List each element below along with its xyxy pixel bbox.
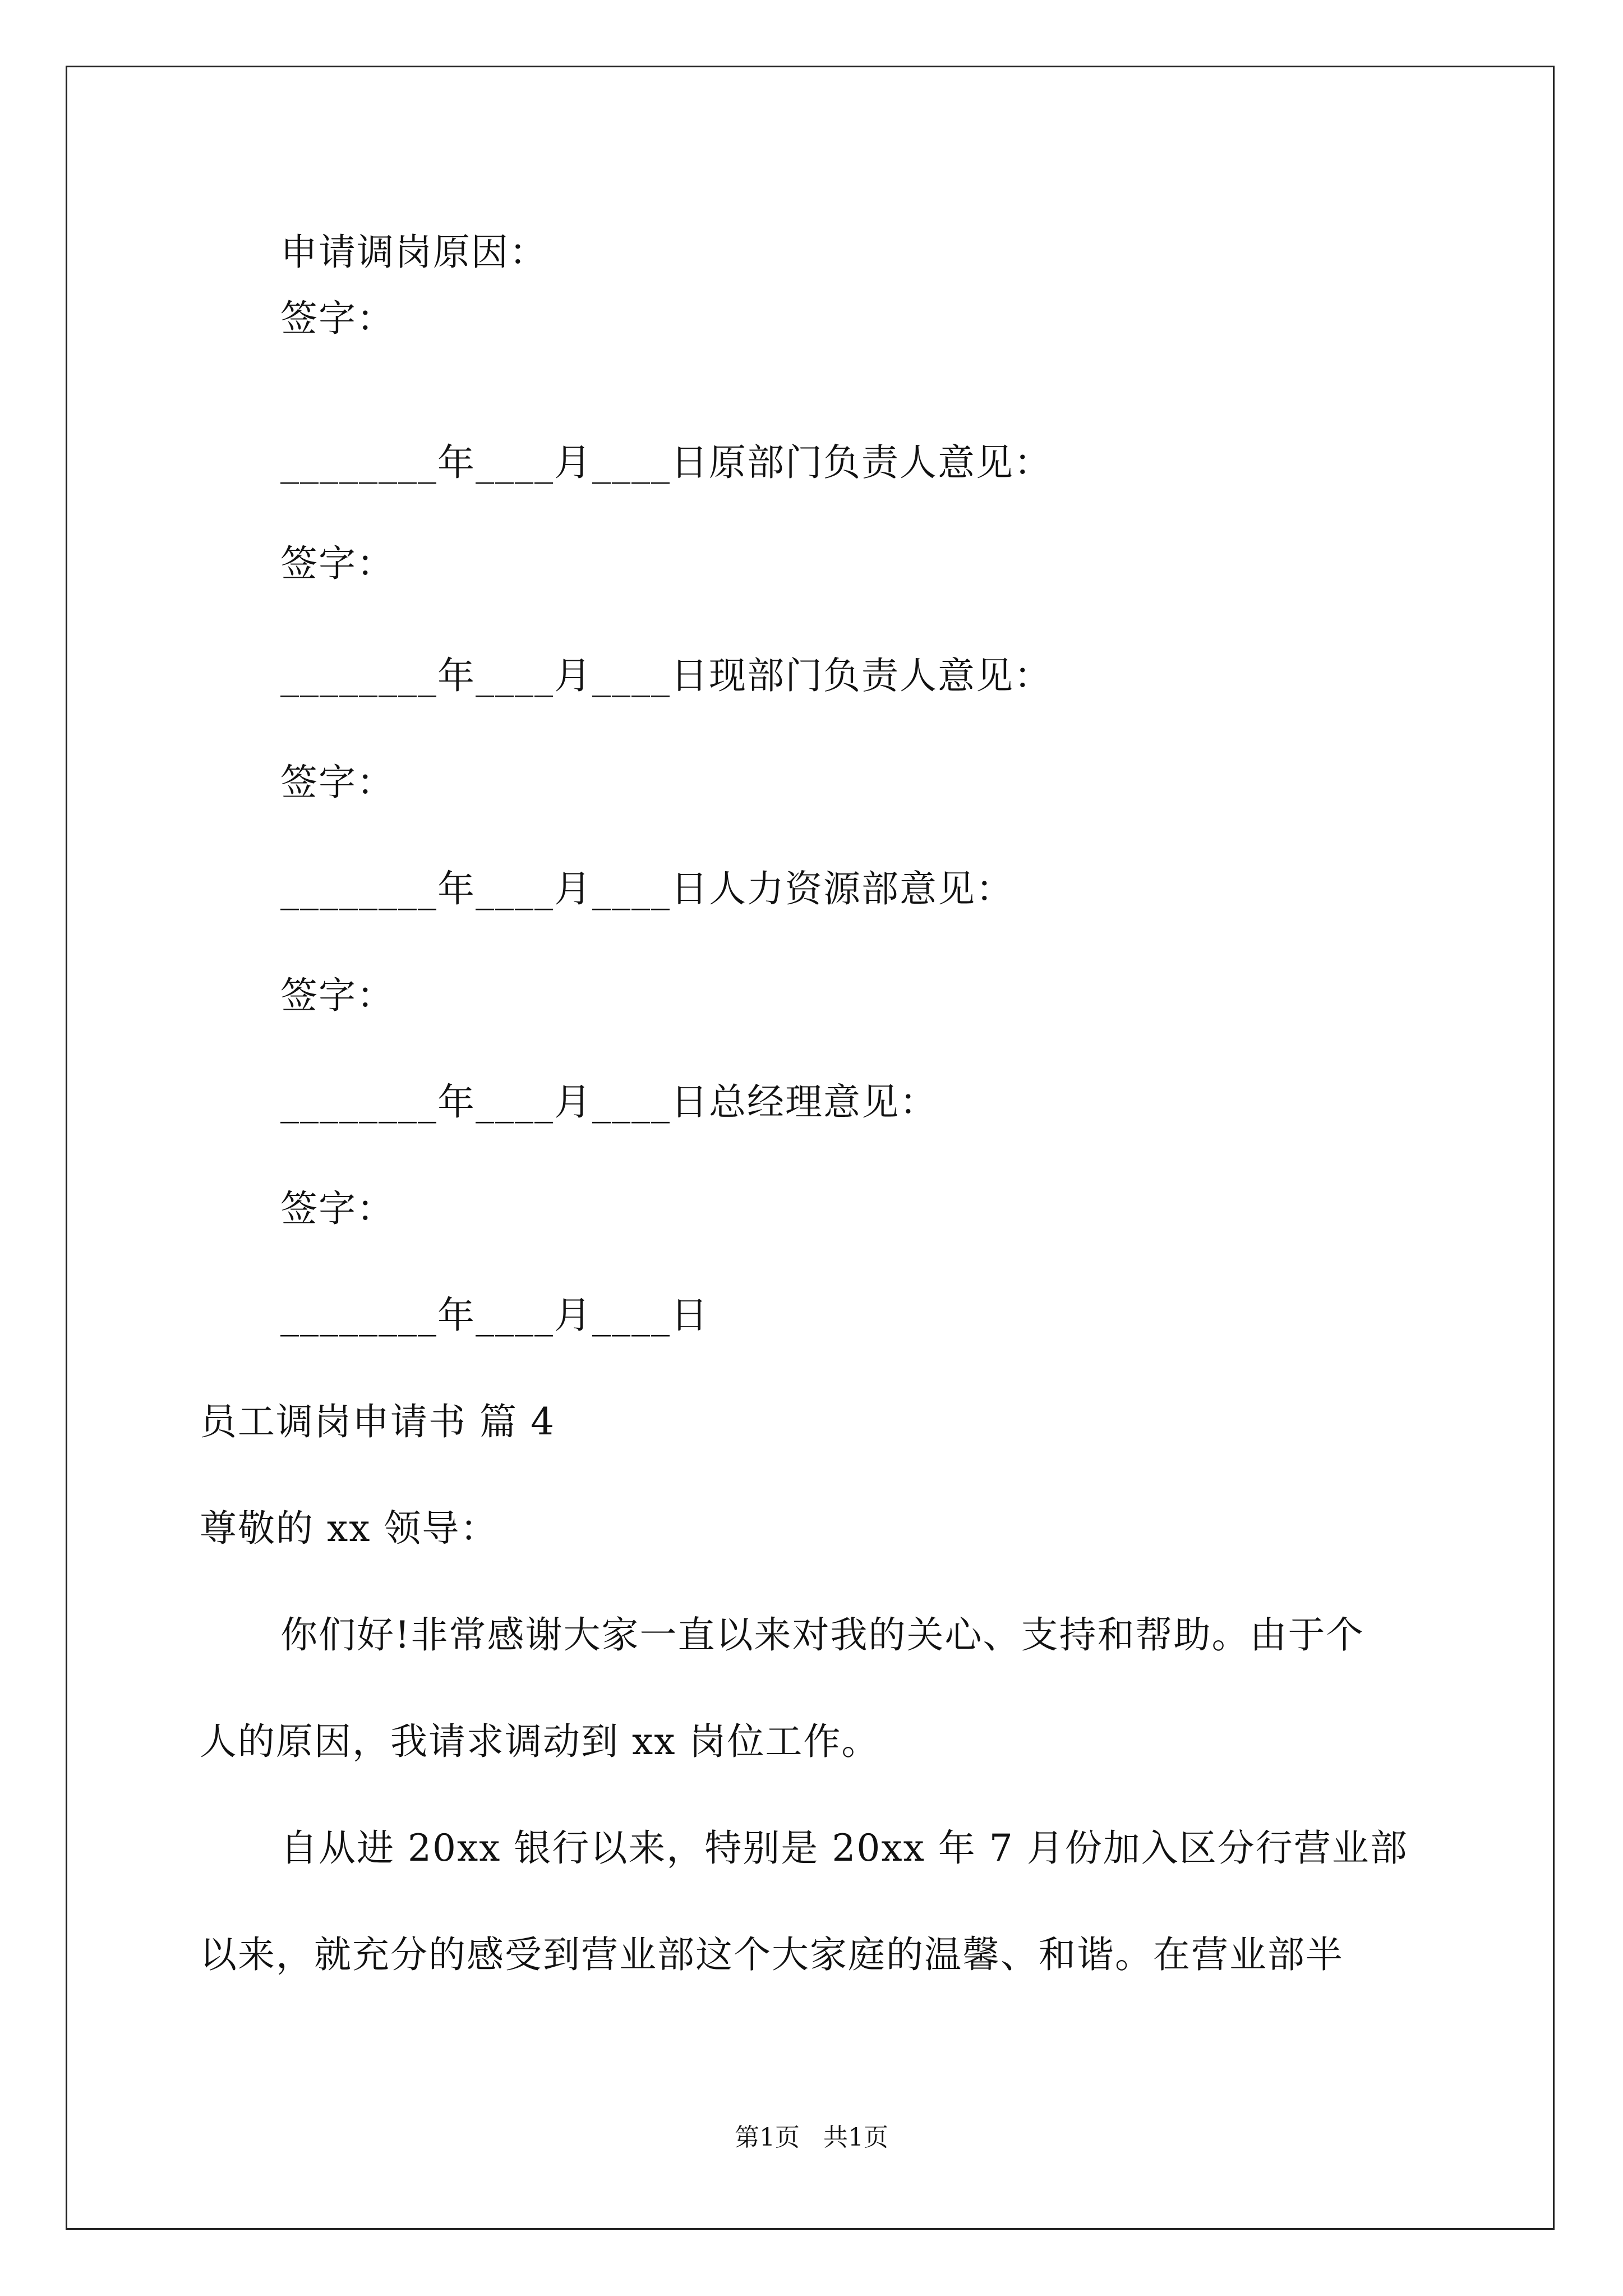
body-paragraph-line: 以来，就充分的感受到营业部这个大家庭的温馨、和谐。在营业部半 xyxy=(200,1933,1344,1976)
reason-label: 申请调岗原因： xyxy=(280,231,547,274)
signature-label: 签字： xyxy=(280,761,395,804)
date-current-dept-opinion: ________年____月____日现部门负责人意见： xyxy=(280,654,1052,697)
section-heading: 员工调岗申请书 篇 4 xyxy=(200,1400,555,1443)
signature-label: 签字： xyxy=(280,542,395,585)
body-paragraph-line: 人的原因，我请求调动到 xx 岗位工作。 xyxy=(200,1720,880,1763)
body-paragraph-line: 你们好!非常感谢大家一直以来对我的关心、支持和帮助。由于个 xyxy=(280,1613,1364,1657)
signature-label: 签字： xyxy=(280,974,395,1017)
date-original-dept-opinion: ________年____月____日原部门负责人意见： xyxy=(280,441,1052,484)
page-border xyxy=(66,66,1555,2230)
date-line: ________年____月____日 xyxy=(280,1294,709,1337)
salutation: 尊敬的 xx 领导： xyxy=(200,1507,499,1550)
date-hr-opinion: ________年____月____日人力资源部意见： xyxy=(280,867,1014,910)
date-gm-opinion: ________年____月____日总经理意见： xyxy=(280,1080,938,1124)
signature-label: 签字： xyxy=(280,297,395,340)
body-paragraph-line: 自从进 20xx 银行以来，特别是 20xx 年 7 月份加入区分行营业部 xyxy=(280,1826,1408,1870)
page-number-footer: 第1页 共1页 xyxy=(735,2123,888,2152)
signature-label: 签字： xyxy=(280,1187,395,1230)
